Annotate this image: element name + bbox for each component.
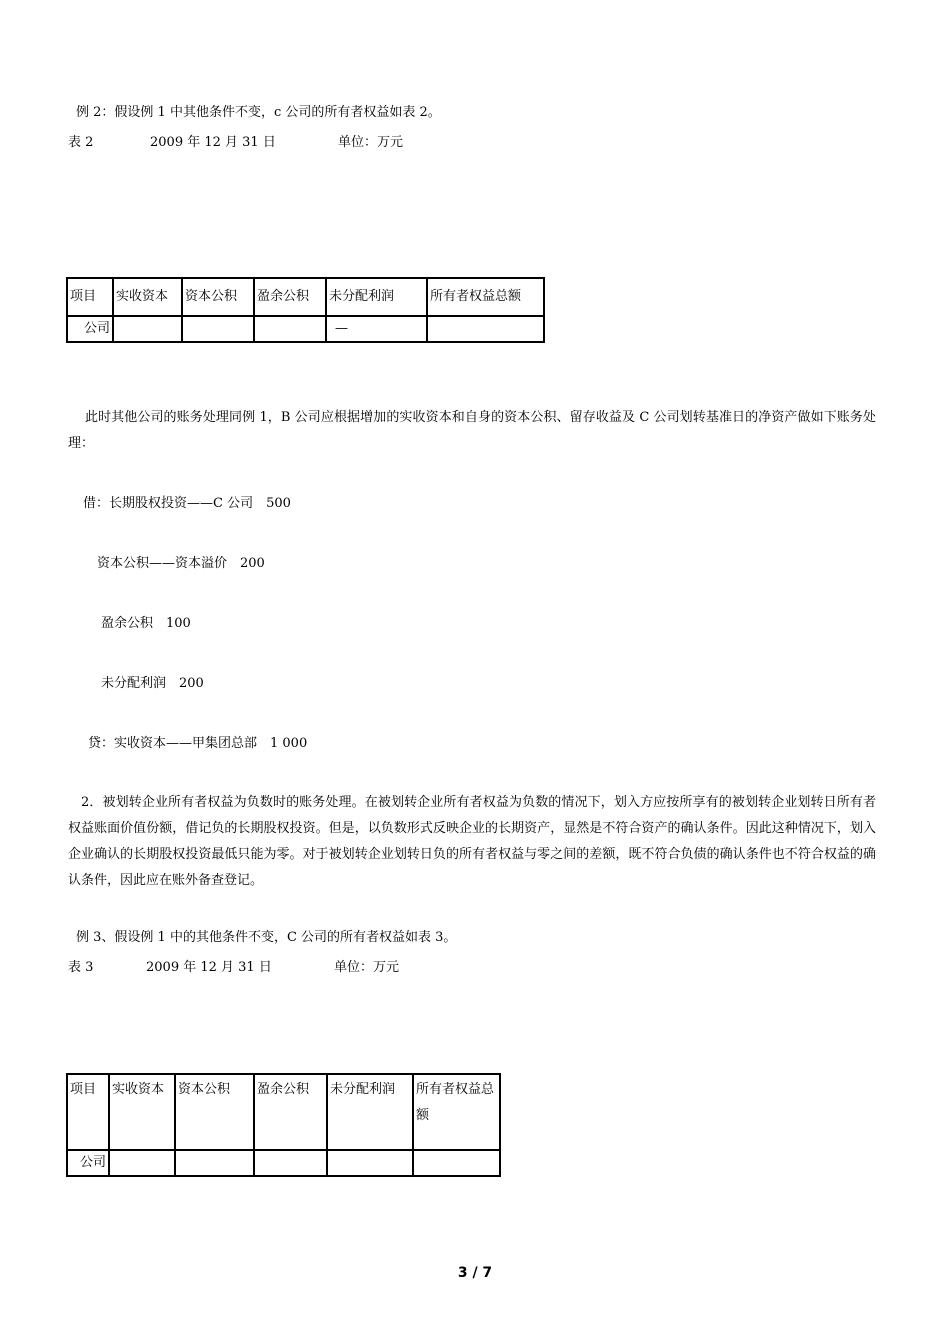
page-number: 3 / 7: [457, 1265, 493, 1281]
table3-date: 2009 年 12 月 31 日: [146, 960, 272, 975]
table2-row: [67, 316, 544, 342]
table3-cell: [327, 1150, 413, 1176]
table2-date: 2009 年 12 月 31 日: [150, 135, 276, 150]
table2-header-row: [67, 278, 544, 316]
table2-unit: 单位：万元: [338, 135, 404, 150]
table2-cell: [254, 316, 326, 342]
table3-cell: [109, 1150, 175, 1176]
table3-header-cell: 实收资本: [109, 1074, 175, 1150]
entry-capital-reserve: 资本公积——资本溢价 200: [97, 556, 265, 571]
table2-cell: [113, 316, 182, 342]
table2-cell: [182, 316, 254, 342]
table2-header-cell: 所有者权益总额: [427, 278, 544, 316]
table2-header-cell: 盈余公积: [254, 278, 326, 316]
table-3: [66, 1073, 501, 1177]
table3-header-cell: 未分配利润: [327, 1074, 413, 1150]
entry-debit-investment: 借：长期股权投资——C 公司 500: [83, 496, 291, 511]
table3-cell: [413, 1150, 500, 1176]
table2-header-cell: 未分配利润: [326, 278, 427, 316]
table3-header-cell: 盈余公积: [254, 1074, 327, 1150]
table2-label: 表 2: [68, 135, 94, 150]
table-2: [66, 277, 545, 343]
table3-unit: 单位：万元: [334, 960, 400, 975]
table3-row: [67, 1150, 500, 1176]
table3-cell: [254, 1150, 327, 1176]
table2-header-cell: 项目: [67, 278, 113, 316]
table3-header-cell: 项目: [67, 1074, 109, 1150]
table3-label: 表 3: [68, 960, 94, 975]
table3-header-row: [67, 1074, 500, 1150]
table2-header-cell: 实收资本: [113, 278, 182, 316]
entry-undistributed-profit: 未分配利润 200: [101, 676, 204, 691]
entry-surplus-reserve: 盈余公积 100: [101, 616, 191, 631]
table2-header-cell: 资本公积: [182, 278, 254, 316]
table2-cell: —: [326, 316, 427, 342]
table3-cell: 公司: [67, 1150, 109, 1176]
example3-intro: 例 3、假设例 1 中的其他条件不变，C 公司的所有者权益如表 3。: [76, 930, 457, 945]
table3-cell: [175, 1150, 254, 1176]
table3-header-cell: 所有者权益总额: [413, 1074, 500, 1150]
table2-cell: 公司: [67, 316, 113, 342]
paragraph-1: 此时其他公司的账务处理同例 1，B 公司应根据增加的实收资本和自身的资本公积、留存收益及 C 公司划转基准日的净资产做如下账务处理：: [68, 410, 876, 451]
paragraph-2: 2．被划转企业所有者权益为负数时的账务处理。在被划转企业所有者权益为负数的情况下，划入方应按所享有的被划转企业划转日所有者权益账面价值份额，借记负的长期股权投资。但是，以负数形式反映企业的长期资产，显然是不符合资产的确认条件。因此这种情况下，划入企业确认的长期股权投资最低只能为零。对于被划转企业划转日负的所有者权益与零之间的差额，既不符合负债的确认条件也不符合权益的确认条件，因此应在账外备查登记。: [68, 795, 876, 888]
table2-cell: [427, 316, 544, 342]
table3-header-cell: 资本公积: [175, 1074, 254, 1150]
example2-intro: 例 2：假设例 1 中其他条件不变，c 公司的所有者权益如表 2。: [76, 105, 441, 120]
entry-credit-paid-in-capital: 贷：实收资本——甲集团总部 1 000: [88, 736, 308, 751]
